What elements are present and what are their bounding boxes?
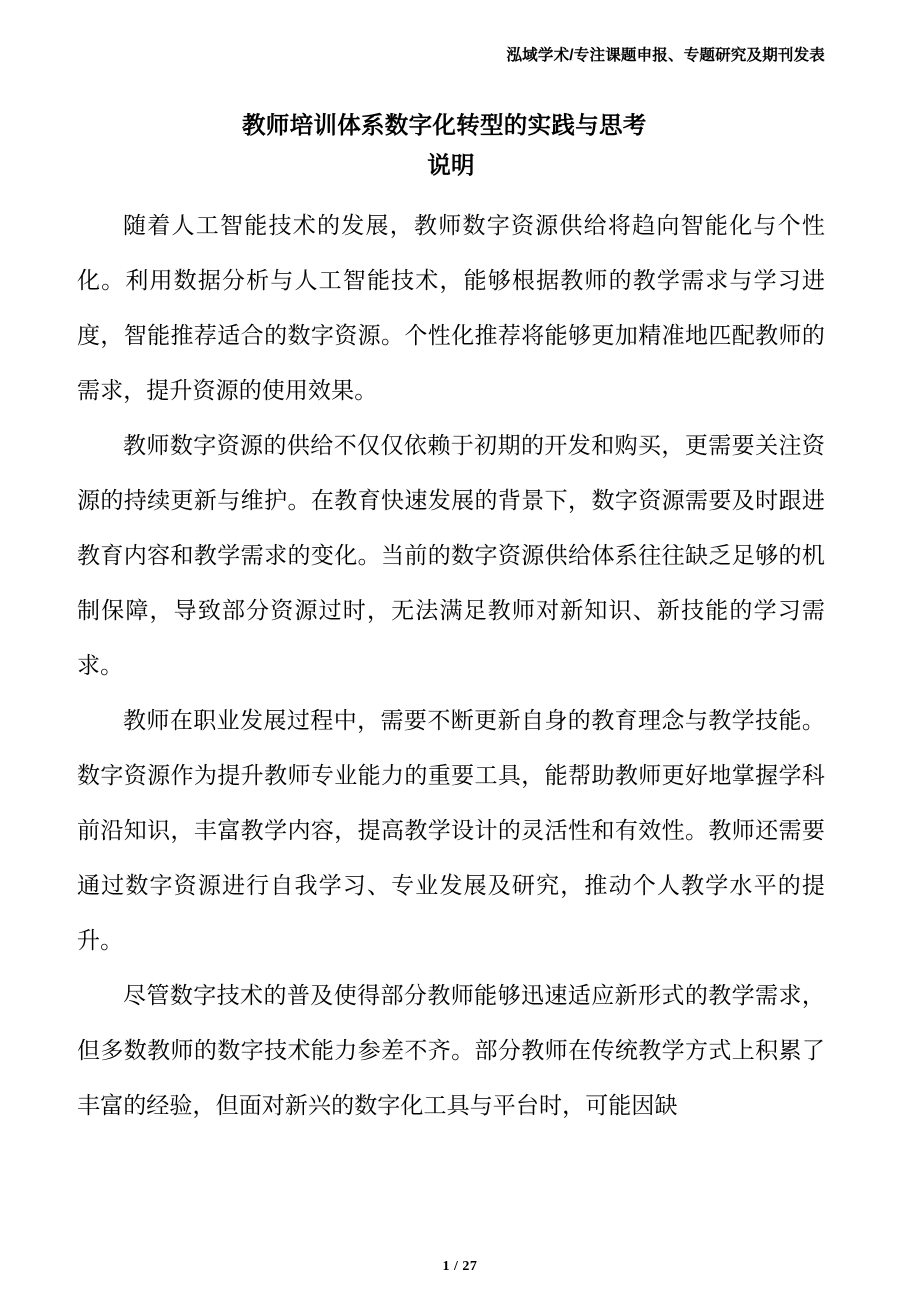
body-paragraph: 教师在职业发展过程中，需要不断更新自身的教育理念与教学技能。数字资源作为提升教师专业能力的重要工具，能帮助教师更好地掌握学科前沿知识，丰富教学内容，提高教学设计的灵活性和有效性。教师还需要通过数字资源进行自我学习、专业发展及研究，推动个人教学水平的提升。	[77, 708, 825, 953]
section-subtitle: 说明	[427, 152, 475, 178]
document-body	[77, 108, 825, 1133]
page-title: 教师培训体系数字化转型的实践与思考	[242, 112, 647, 138]
body-paragraph: 随着人工智能技术的发展，教师数字资源供给将趋向智能化与个性化。利用数据分析与人工智能技术，能够根据教师的教学需求与学习进度，智能推荐适合的数字资源。个性化推荐将能够更加精准地匹配教师的需求，提升资源的使用效果。	[77, 213, 825, 403]
body-paragraph: 尽管数字技术的普及使得部分教师能够迅速适应新形式的教学需求，但多数教师的数字技术能力参差不齐。部分教师在传统教学方式上积累了丰富的经验，但面对新兴的数字化工具与平台时，可能因缺	[77, 983, 825, 1118]
body-paragraph: 教师数字资源的供给不仅仅依赖于初期的开发和购买，更需要关注资源的持续更新与维护。在教育快速发展的背景下，数字资源需要及时跟进教育内容和教学需求的变化。当前的数字资源供给体系往往缺乏足够的机制保障，导致部分资源过时，无法满足教师对新知识、新技能的学习需求。	[77, 433, 825, 678]
page-header: 泓域学术/专注课题申报、专题研究及期刊发表	[506, 47, 825, 64]
page-number-footer: 1 / 27	[442, 1259, 478, 1274]
